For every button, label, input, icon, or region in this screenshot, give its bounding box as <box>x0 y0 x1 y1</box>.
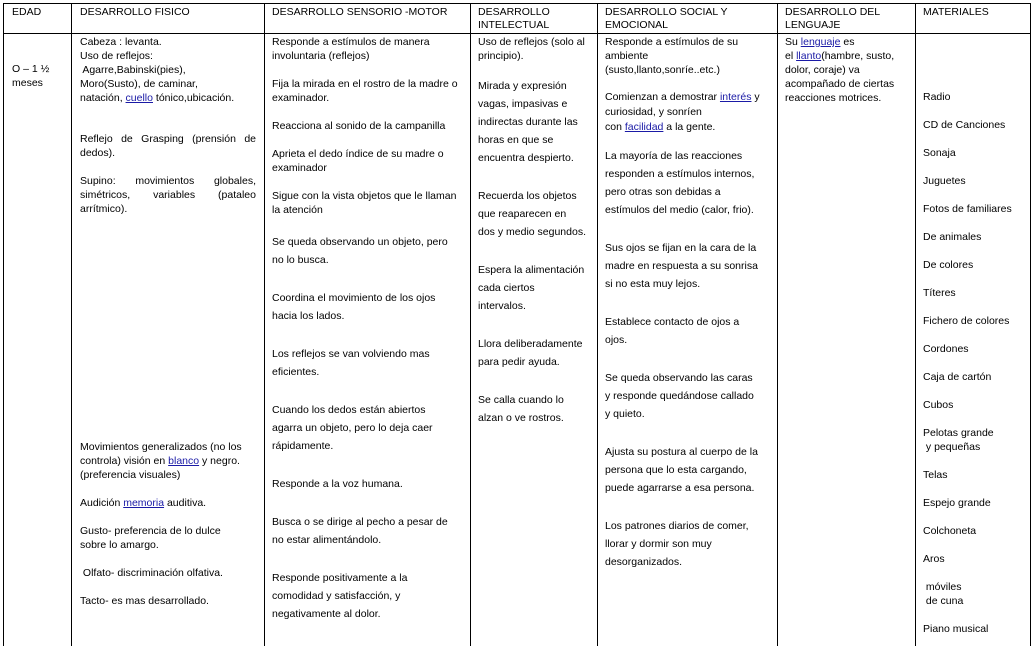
sensorimotor-item: Cuando los dedos están abiertos agarra un objeto, pero lo deja caer rápidamente. <box>272 404 433 452</box>
material-item: Títeres <box>923 287 956 299</box>
social-item: La mayoría de las reacciones responden a estímulos internos, pero otras son debidas a estímulos del medio (calor, frio). <box>605 150 755 216</box>
sensorimotor-item: Se queda observando un objeto, pero no lo busca. <box>272 236 448 266</box>
social-p2: Comienzan a demostrar interés y curiosidad, y sonríen con facilidad a la gente. <box>605 91 760 133</box>
social-p1: Responde a estímulos de su ambiente (susto,llanto,sonríe..etc.) <box>605 36 739 76</box>
physical-supino: Supino: movimientos globales, simétricos, variables (pataleo arrítmico). <box>80 175 256 215</box>
material-item: Telas <box>923 469 948 481</box>
col-border <box>597 3 598 646</box>
link-cuello[interactable]: cuello <box>125 92 153 104</box>
table-top-border <box>3 3 1031 4</box>
material-item: Radio <box>923 91 951 103</box>
sensorimotor-item: Responde a estímulos de manera involuntaria (reflejos) <box>272 36 430 62</box>
intellectual-item: Recuerda los objetos que reaparecen en dos y medio segundos. <box>478 190 586 238</box>
header-divider <box>3 33 1031 34</box>
col-border <box>264 3 265 646</box>
material-item: Sonaja <box>923 147 956 159</box>
physical-tacto: Tacto- es mas desarrollado. <box>80 595 209 607</box>
sensorimotor-item: Aprieta el dedo índice de su madre o examinador <box>272 148 444 174</box>
material-item: De animales <box>923 231 982 243</box>
physical-grasping: Reflejo de Grasping (prensión de dedos). <box>80 133 256 159</box>
link-memoria[interactable]: memoria <box>123 497 165 509</box>
material-item: Juguetes <box>923 175 966 187</box>
social-item: Sus ojos se fijan en la cara de la madre en respuesta a su sonrisa si no esta muy lejos. <box>605 242 758 290</box>
link-blanco[interactable]: blanco <box>168 455 200 467</box>
col-border <box>915 3 916 646</box>
material-item: Cubos <box>923 399 954 411</box>
header-fisico: DESARROLLO FISICO <box>80 6 190 18</box>
material-item: Fotos de familiares <box>923 203 1012 215</box>
header-social: DESARROLLO SOCIAL Y EMOCIONAL <box>605 6 728 31</box>
header-materiales: MATERIALES <box>923 6 989 18</box>
social-item: Los patrones diarios de comer, llorar y dormir son muy desorganizados. <box>605 520 749 568</box>
header-edad: EDAD <box>12 6 42 18</box>
material-item: Cordones <box>923 343 969 355</box>
sensorimotor-item: Busca o se dirige al pecho a pesar de no estar alimentándolo. <box>272 516 448 546</box>
intellectual-item: Espera la alimentación cada ciertos intervalos. <box>478 264 585 312</box>
sensorimotor-item: Fija la mirada en el rostro de la madre o examinador. <box>272 78 458 104</box>
material-item: CD de Canciones <box>923 119 1006 131</box>
physical-reflexes: Cabeza : levanta. Uso de reflejos: Agarre,Babinski(pies), Moro(Susto), de caminar, natación, cuello tónico,ubicación. <box>80 36 235 104</box>
link-lenguaje[interactable]: lenguaje <box>800 36 841 48</box>
material-item: De colores <box>923 259 974 271</box>
intellectual-item: Mirada y expresión vagas, impasivas e indirectas durante las horas en que se encuentra despierto. <box>478 80 578 164</box>
intellectual-item: Llora deliberadamente para pedir ayuda. <box>478 338 583 368</box>
intellectual-item: Uso de reflejos (solo al principio). <box>478 36 585 62</box>
sensorimotor-item: Responde positivamente a la comodidad y satisfacción, y negativamente al dolor. <box>272 572 408 620</box>
physical-olfato: Olfato- discriminación olfativa. <box>80 567 223 579</box>
sensorimotor-item: Coordina el movimiento de los ojos hacia los lados. <box>272 292 436 322</box>
material-item: Aros <box>923 553 945 565</box>
sensorimotor-item: Sigue con la vista objetos que le llaman la atención <box>272 190 457 216</box>
social-item: Establece contacto de ojos a ojos. <box>605 316 740 346</box>
language-text: Su lenguaje es el llanto(hambre, susto, dolor, coraje) va acompañado de ciertas reacciones motrices. <box>785 36 895 104</box>
social-item: Ajusta su postura al cuerpo de la persona que lo esta cargando, puede agarrarse a esa persona. <box>605 446 758 494</box>
material-item: Piano musical <box>923 623 989 635</box>
sensorimotor-item: Reacciona al sonido de la campanilla <box>272 120 446 132</box>
header-intelectual: DESARROLLO INTELECTUAL <box>478 6 550 31</box>
age-range: O – 1 ½ meses <box>12 63 50 89</box>
col-border <box>777 3 778 646</box>
link-interes[interactable]: interés <box>719 91 752 103</box>
header-lenguaje: DESARROLLO DEL LENGUAJE <box>785 6 881 31</box>
material-item: Pelotas grande y pequeñas <box>923 427 994 453</box>
social-item: Se queda observando las caras y responde quedándose callado y quieto. <box>605 372 754 420</box>
link-llanto[interactable]: llanto <box>796 50 822 62</box>
sensorimotor-item: Responde a la voz humana. <box>272 478 403 490</box>
sensorimotor-item: Los reflejos se van volviendo mas eficientes. <box>272 348 430 378</box>
col-border <box>3 3 4 646</box>
col-border <box>71 3 72 646</box>
physical-audicion: Audición memoria auditiva. <box>80 497 207 509</box>
material-item: Fichero de colores <box>923 315 1010 327</box>
physical-gusto: Gusto- preferencia de lo dulce sobre lo amargo. <box>80 525 221 551</box>
material-item: Colchoneta <box>923 525 977 537</box>
link-facilidad[interactable]: facilidad <box>624 121 664 133</box>
material-item: Espejo grande <box>923 497 991 509</box>
header-sensorio: DESARROLLO SENSORIO -MOTOR <box>272 6 448 18</box>
col-border <box>1030 3 1031 646</box>
material-item: móviles de cuna <box>923 581 964 607</box>
col-border <box>470 3 471 646</box>
physical-movements: Movimientos generalizados (no los controla) visión en blanco y negro. (preferencia visuales) <box>80 441 242 481</box>
material-item: Caja de cartón <box>923 371 992 383</box>
intellectual-item: Se calla cuando lo alzan o ve rostros. <box>478 394 564 424</box>
